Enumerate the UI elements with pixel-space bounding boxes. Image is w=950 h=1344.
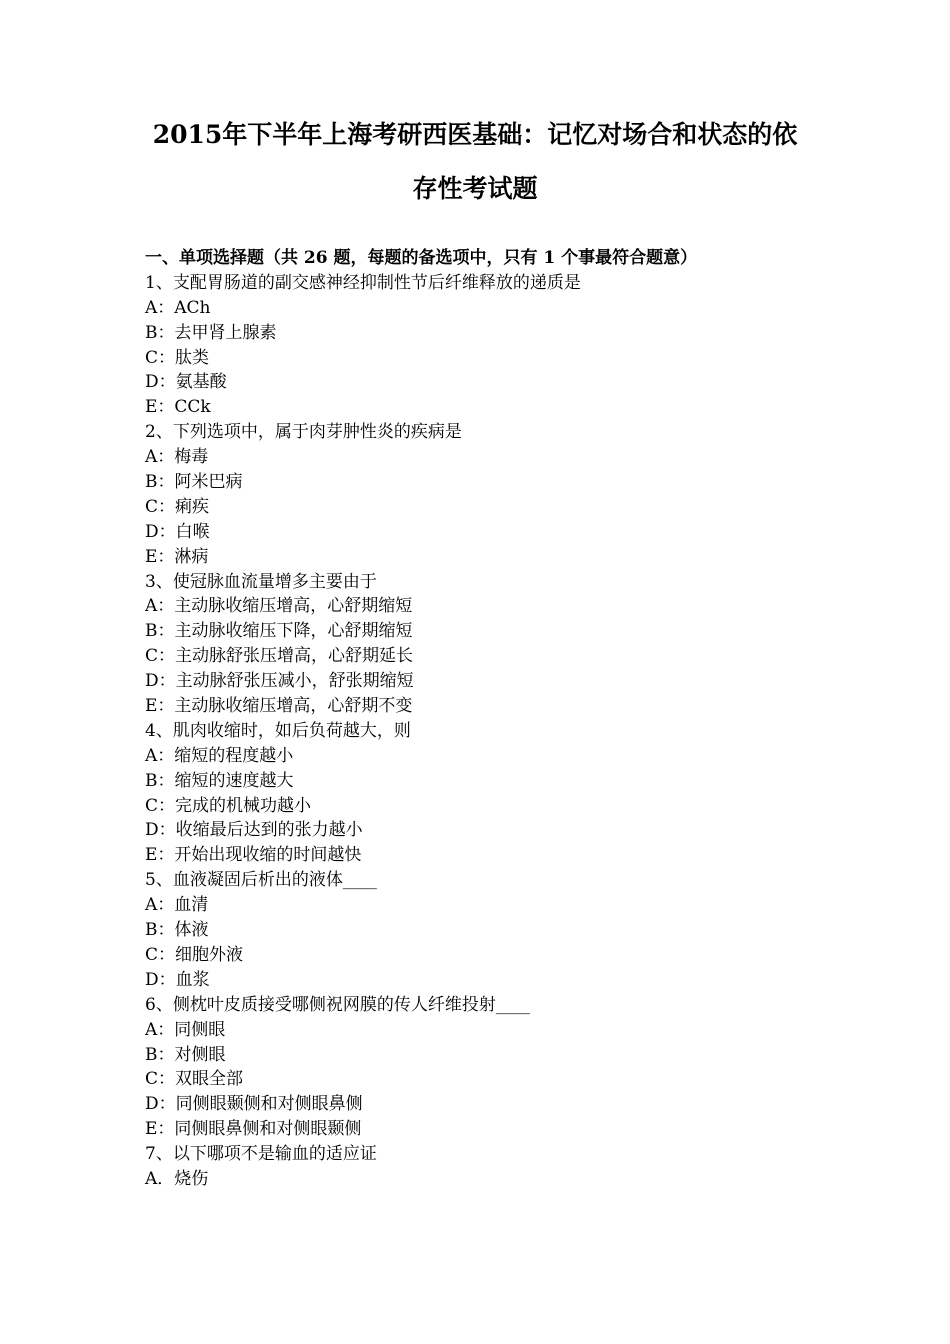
question-3-option-a: A：主动脉收缩压增高，心舒期缩短 [145, 596, 413, 617]
question-3-option-b: B：主动脉收缩压下降，心舒期缩短 [145, 621, 413, 642]
question-3-stem: 3、使冠脉血流量增多主要由于 [145, 571, 377, 592]
question-1-option-d: D：氨基酸 [145, 372, 227, 393]
question-4-option-c: C：完成的机械功越小 [145, 795, 312, 816]
question-2-option-a: A：梅毒 [145, 447, 209, 468]
question-6-option-b: B：对侧眼 [145, 1044, 226, 1065]
question-3-option-c: C：主动脉舒张压增高，心舒期延长 [145, 646, 414, 667]
question-5-option-d: D：血浆 [145, 969, 210, 990]
question-6-option-a: A：同侧眼 [145, 1019, 226, 1040]
question-7-stem: 7、以下哪项不是输血的适应证 [145, 1144, 377, 1165]
document-title-line-2: 存性考试题 [412, 174, 538, 203]
question-2-option-d: D：白喉 [145, 521, 210, 542]
question-4-stem: 4、肌肉收缩时，如后负荷越大，则 [145, 720, 411, 741]
question-5-option-a: A：血清 [145, 895, 209, 916]
question-1-option-b: B：去甲肾上腺素 [145, 322, 277, 343]
question-4-option-b: B：缩短的速度越大 [145, 770, 294, 791]
question-6-option-e: E：同侧眼鼻侧和对侧眼颞侧 [145, 1119, 362, 1140]
question-2-option-c: C：痢疾 [145, 496, 210, 517]
question-6-stem: 6、侧枕叶皮质接受哪侧祝网膜的传人纤维投射____ [145, 994, 530, 1015]
question-1-option-c: C：肽类 [145, 347, 210, 368]
question-5-stem: 5、血液凝固后析出的液体____ [145, 870, 377, 891]
question-1-stem: 1、支配胃肠道的副交感神经抑制性节后纤维释放的递质是 [145, 272, 581, 293]
question-list [145, 246, 845, 1192]
question-4-option-e: E：开始出现收缩的时间越快 [145, 845, 362, 866]
question-2-stem: 2、下列选项中，属于肉芽肿性炎的疾病是 [145, 422, 462, 443]
question-5-option-c: C：细胞外液 [145, 944, 244, 965]
question-4-option-a: A：缩短的程度越小 [145, 745, 294, 766]
document-title-line-1: 2015年下半年上海考研西医基础：记忆对场合和状态的依 [152, 120, 798, 149]
question-2-option-b: B：阿米巴病 [145, 472, 243, 493]
question-6-option-d: D：同侧眼颞侧和对侧眼鼻侧 [145, 1094, 363, 1115]
question-3-option-d: D：主动脉舒张压减小，舒张期缩短 [145, 671, 414, 692]
question-7-option-a: A．烧伤 [145, 1168, 209, 1189]
question-1-option-a: A：ACh [145, 297, 211, 318]
question-4-option-d: D：收缩最后达到的张力越小 [145, 820, 363, 841]
question-2-option-e: E：淋病 [145, 546, 209, 567]
question-1-option-e: E：CCk [145, 397, 211, 418]
question-5-option-b: B：体液 [145, 920, 209, 941]
question-3-option-e: E：主动脉收缩压增高，心舒期不变 [145, 696, 413, 717]
question-6-option-c: C：双眼全部 [145, 1069, 244, 1090]
section-heading: 一、单项选择题（共 26 题，每题的备选项中，只有 1 个事最符合题意） [145, 248, 698, 268]
